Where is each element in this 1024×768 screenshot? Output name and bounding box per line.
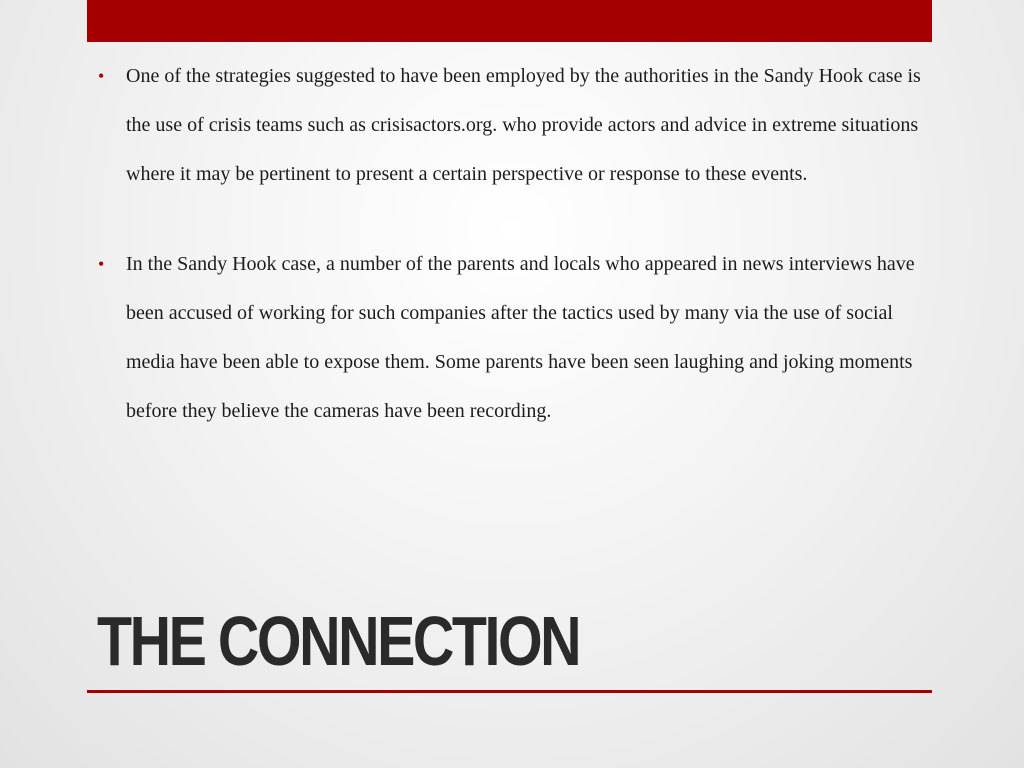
bullet-dot-icon: • — [98, 66, 105, 86]
top-accent-bar — [87, 0, 932, 42]
slide-title: THE CONNECTION — [97, 602, 580, 680]
slide-body — [96, 52, 926, 436]
bullet-item — [96, 240, 926, 436]
bullet-list — [96, 52, 926, 436]
bullet-text: In the Sandy Hook case, a number of the parents and locals who appeared in news interviews have been accused of working for such companies after the tactics used by many via the use of social media have been able to expose them. Some parents have been seen laughing and joking moments before they believe the cameras have been recording. — [126, 253, 915, 422]
title-underline — [87, 690, 932, 693]
bullet-item — [96, 52, 926, 199]
bullet-dot-icon: • — [98, 254, 105, 274]
bullet-text: One of the strategies suggested to have been employed by the authorities in the Sandy Hook case is the use of crisis teams such as crisisactors.org. who provide actors and advice in extreme situations where it may be pertinent to present a certain perspective or response to these events. — [126, 65, 921, 185]
